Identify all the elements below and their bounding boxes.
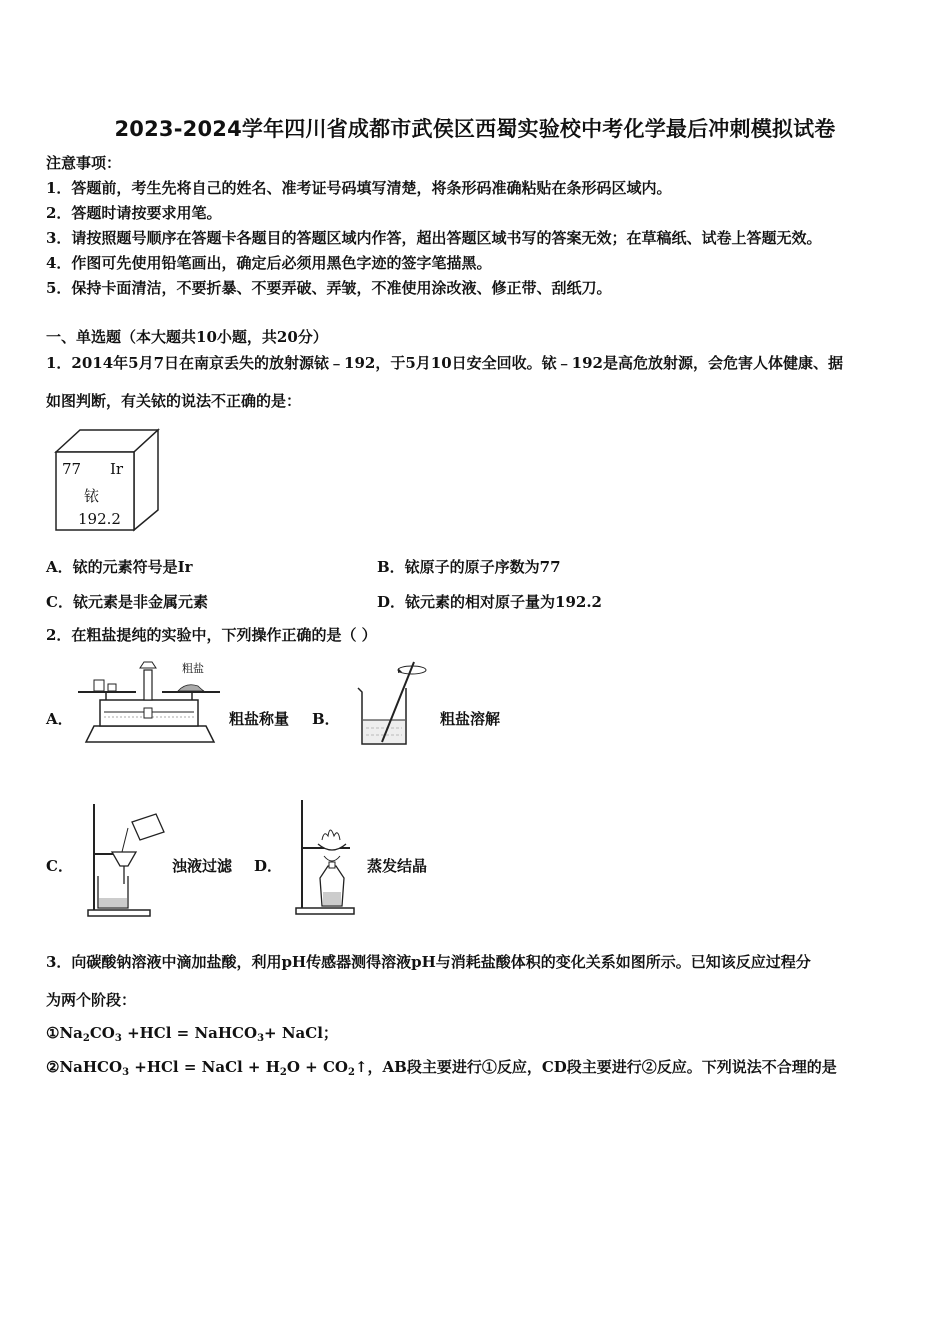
- notice-heading: 注意事项：: [46, 154, 122, 172]
- notice-item-1: 1．答题前，考生先将自己的姓名、准考证号码填写清楚，将条形码准确粘贴在条形码区域内。: [46, 179, 672, 197]
- element-number: 77: [62, 460, 82, 478]
- q3-stem-line2: 为两个阶段：: [46, 991, 137, 1009]
- notice-item-3: 3．请按照题号顺序在答题卡各题目的答题区域内作答，超出答题区域书写的答案无效；在草稿纸、试卷上答题无效。: [46, 229, 822, 247]
- element-mass: 192.2: [78, 510, 121, 528]
- q1-option-d: D．铱元素的相对原子量为192.2: [377, 593, 602, 611]
- element-symbol: Ir: [110, 460, 124, 478]
- q2-a-letter: A．: [46, 710, 73, 728]
- evaporation-illustration: [294, 796, 364, 918]
- notice-item-4: 4．作图可先使用铅笔画出，确定后必须用黑色字迹的签字笔描黑。: [46, 254, 492, 272]
- q3-reaction-1: $①Na_2CO_3 +HCl$ = NaHCO$_3$+ NaCl；: [46, 1024, 338, 1044]
- q3-reaction-2: ②NaHCO$_3$ +HCl = NaCl + $H_2O$ + $CO_2↑$，AB段主要进行①反应，CD段主要进行②反应。下列说法不合理的是: [46, 1058, 837, 1078]
- notice-item-2: 2．答题时请按要求用笔。: [46, 204, 222, 222]
- q2-c-text: 浊液过滤: [172, 857, 233, 875]
- q2-stem: 2．在粗盐提纯的实验中，下列操作正确的是（ ）: [46, 626, 377, 644]
- q2-c-letter: C．: [46, 857, 73, 875]
- balance-label: 粗盐: [182, 662, 204, 675]
- q2-d-letter: D．: [254, 857, 283, 875]
- beaker-stirring-illustration: [354, 658, 434, 750]
- q1-option-b: B．铱原子的原子序数为77: [377, 558, 561, 576]
- section-heading: 一、单选题（本大题共10小题，共20分）: [46, 328, 328, 346]
- q2-d-text: 蒸发结晶: [367, 857, 428, 875]
- q2-a-text: 粗盐称量: [229, 710, 290, 728]
- q1-stem-line1: 1．2014年5月7日在南京丢失的放射源铱﹣192，于5月10日安全回收。铱﹣192是高危放射源，会危害人体健康、据: [46, 354, 843, 372]
- notice-item-5: 5．保持卡面清洁，不要折暴、不要弄破、弄皱，不准使用涂改液、修正带、刮纸刀。: [46, 279, 612, 297]
- page-title: 2023-2024学年四川省成都市武侯区西蜀实验校中考化学最后冲刺模拟试卷: [114, 117, 836, 141]
- q2-b-text: 粗盐溶解: [440, 710, 501, 728]
- q1-option-a: A．铱的元素符号是Ir: [46, 558, 193, 576]
- filtration-illustration: [84, 800, 170, 920]
- element-name: 铱: [84, 487, 100, 505]
- q1-stem-line2: 如图判断，有关铱的说法不正确的是：: [46, 392, 302, 410]
- q2-b-letter: B．: [312, 710, 340, 728]
- q1-option-c: C．铱元素是非金属元素: [46, 593, 208, 611]
- q3-stem-line1: 3．向碳酸钠溶液中滴加盐酸，利用pH传感器测得溶液pH与消耗盐酸体积的变化关系如图所示。已知该反应过程分: [46, 953, 811, 971]
